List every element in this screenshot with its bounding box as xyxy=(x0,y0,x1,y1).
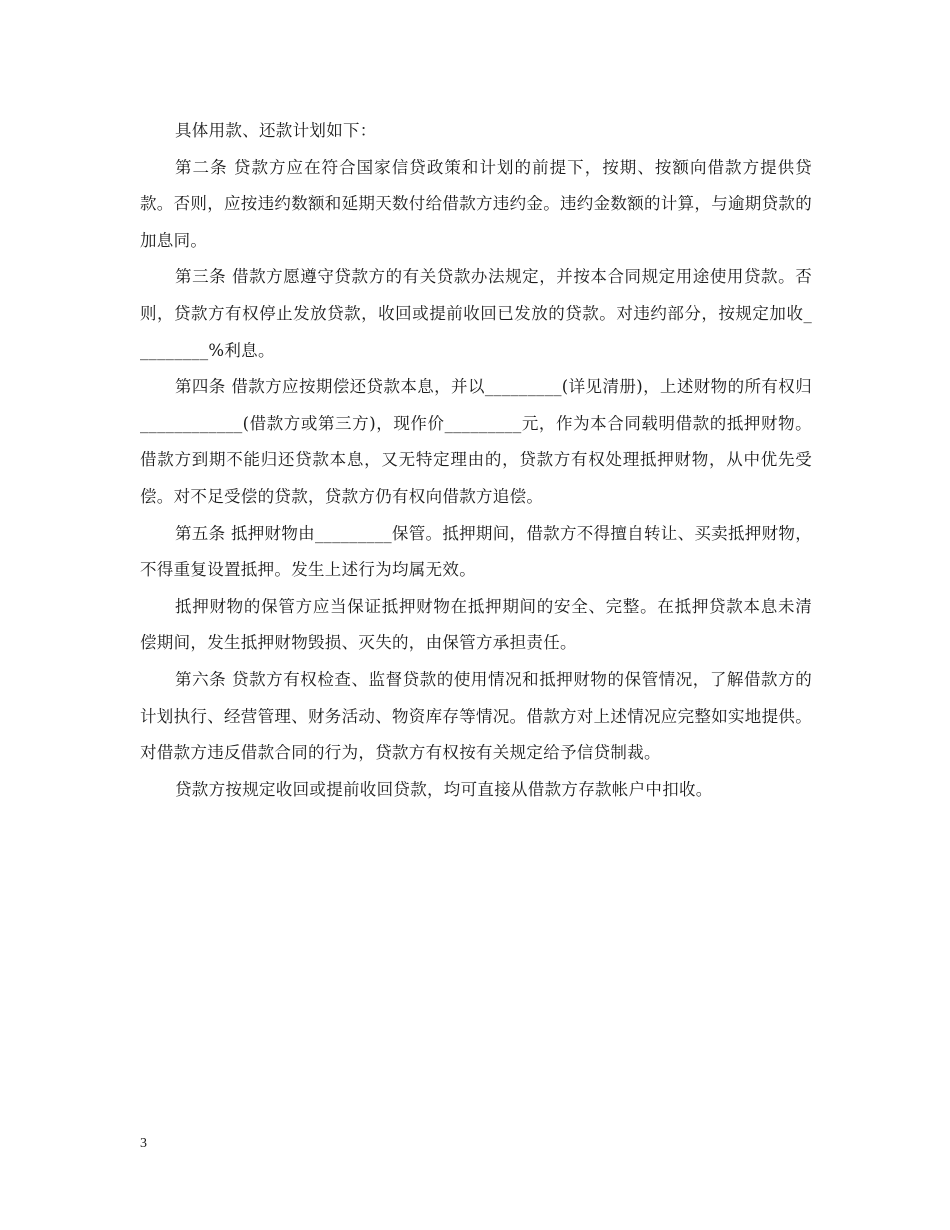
paragraph-deduction: 贷款方按规定收回或提前收回贷款，均可直接从借款方存款帐户中扣收。 xyxy=(175,779,713,799)
page-number: 3 xyxy=(140,1136,147,1151)
paragraph-article-3: 第三条 借款方愿遵守贷款方的有关贷款办法规定，并按本合同规定用途使用贷款。否则，贷款方有权停止发放贷款，收回或提前收回已发放的贷款。对违约部分，按规定加收_________%利息。 xyxy=(140,267,812,360)
paragraph-article-6: 第六条 贷款方有权检查、监督贷款的使用情况和抵押财物的保管情况，了解借款方的计划执行、经营管理、财务活动、物资库存等情况。借款方对上述情况应完整如实地提供。对借款方违反借款合同的行为，贷款方有权按有关规定给予信贷制裁。 xyxy=(140,669,812,763)
paragraph-article-4: 第四条 借款方应按期偿还贷款本息，并以_________(详见清册)，上述财物的所有权归____________(借款方或第三方)，现作价_________元，作为本合同载明借款的抵押财物。借款方到期不能归还贷款本息，又无特定理由的，贷款方有权处理抵押财物，从中优先受偿。对不足受偿的贷款，贷款方仍有权向借款方追偿。 xyxy=(140,377,812,506)
paragraph-payment-plan: 具体用款、还款计划如下： xyxy=(175,121,377,140)
paragraph-custody: 抵押财物的保管方应当保证抵押财物在抵押期间的安全、完整。在抵押贷款本息未清偿期间，发生抵押财物毁损、灭失的，由保管方承担责任。 xyxy=(140,596,812,653)
paragraph-article-5: 第五条 抵押财物由_________保管。抵押期间，借款方不得擅自转让、买卖抵押财物，不得重复设置抵押。发生上述行为均属无效。 xyxy=(140,523,812,580)
paragraph-article-2: 第二条 贷款方应在符合国家信贷政策和计划的前提下，按期、按额向借款方提供贷款。否则，应按违约数额和延期天数付给借款方违约金。违约金数额的计算，与逾期贷款的加息同。 xyxy=(140,157,812,250)
document-body xyxy=(140,113,812,808)
